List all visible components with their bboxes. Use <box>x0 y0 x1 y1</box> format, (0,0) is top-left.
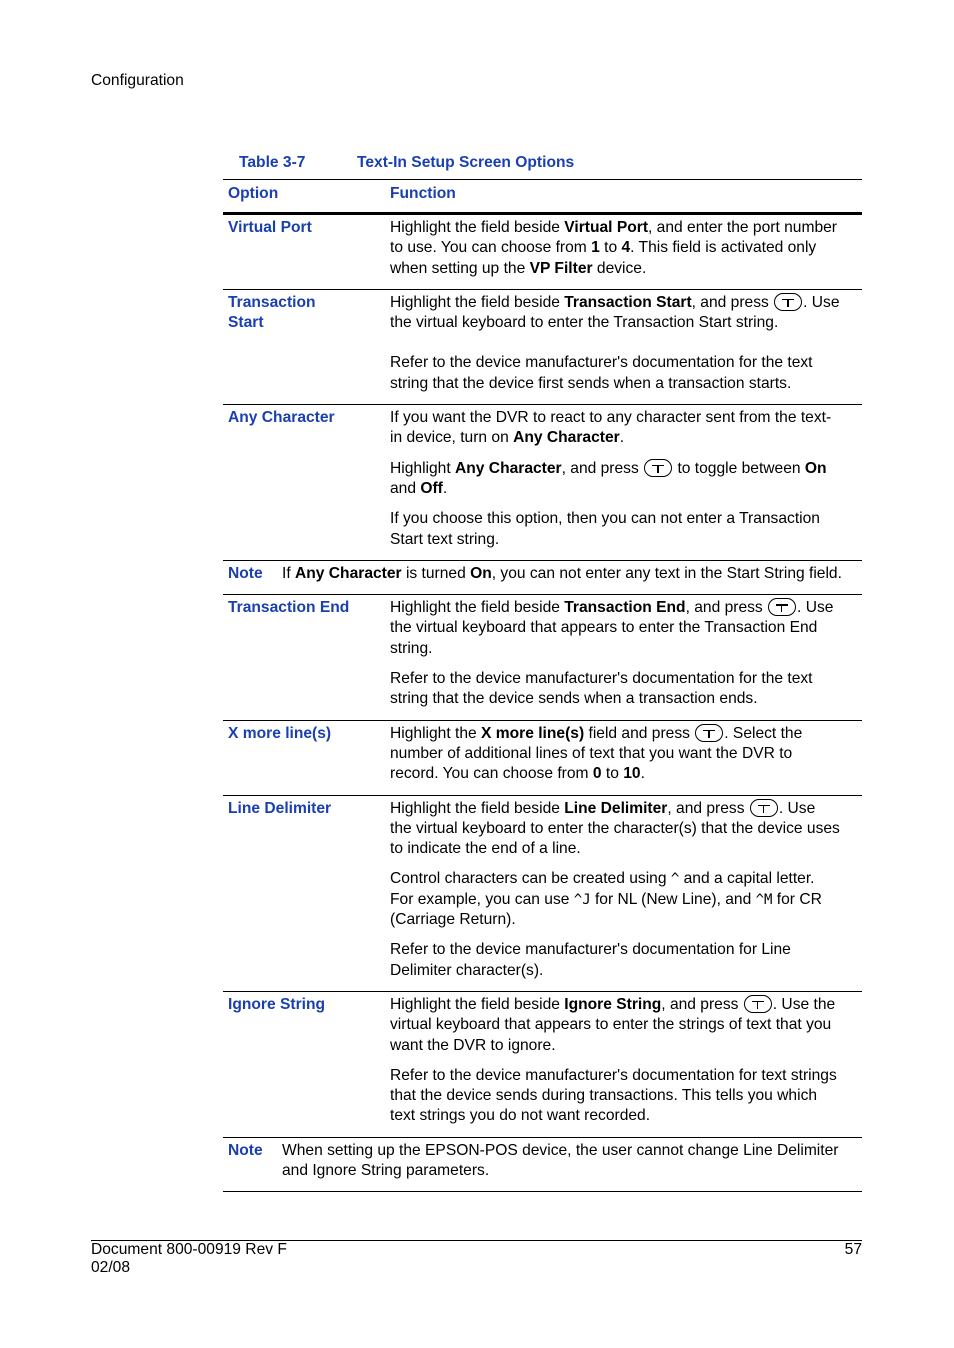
table-row-virtual-port <box>223 215 862 290</box>
enter-key-icon <box>750 799 778 817</box>
table-header-row <box>223 179 862 215</box>
footer-date: 02/08 <box>91 1258 131 1276</box>
option-virtual-port: Virtual Port <box>228 219 312 236</box>
page-number: 57 <box>844 1241 862 1258</box>
note-label: Note <box>228 1141 263 1159</box>
options-table <box>223 179 862 1192</box>
note-text: When setting up the EPSON-POS device, the user cannot change Line Delimiter and Ignore String parameters. <box>282 1141 839 1179</box>
function-ignore-string: Highlight the field beside Ignore String, and press . Use the virtual keyboard that appears to enter the strings of text that you want the DVR to ignore. Refer to the device manufacturer's documentation for text strings that the device sends during transactions. This tells you which text strings you do not want recorded. <box>390 995 837 1125</box>
table-number: Table 3-7 <box>239 154 306 171</box>
option-ignore-string: Ignore String <box>228 995 326 1013</box>
running-head: Configuration <box>91 72 184 89</box>
option-transaction-end: Transaction End <box>228 599 350 617</box>
column-header-function: Function <box>390 185 456 202</box>
enter-key-icon <box>695 724 723 742</box>
function-virtual-port: Highlight the field beside Virtual Port, and enter the port number to use. You can choose from 1 to 4. This field is activated only when setting up the VP Filter device. <box>390 219 837 277</box>
table-title: Text-In Setup Screen Options <box>357 154 575 171</box>
enter-key-icon <box>644 459 672 477</box>
option-any-character: Any Character <box>228 409 335 427</box>
option-x-more-lines: X more line(s) <box>228 724 332 742</box>
enter-key-icon <box>744 995 772 1013</box>
table-row-transaction-start <box>223 290 862 405</box>
note-epson-pos <box>223 1138 862 1193</box>
table-row-x-more-lines <box>223 721 862 796</box>
option-line-delimiter: Line Delimiter <box>228 799 332 817</box>
note-label: Note <box>228 564 263 582</box>
footer-document-number: Document 800-00919 Rev F <box>91 1241 287 1258</box>
table-row-line-delimiter <box>223 796 862 992</box>
function-line-delimiter: Highlight the field beside Line Delimiter, and press . Use the virtual keyboard to enter the character(s) that the device uses to indicate the end of a line. Control characters can be created using ^ and a capital letter. For example, you can use ^J for NL (New Line), and ^M for CR (Carriage Return). Refer to the device manufacturer's documentation for Line Delimiter character(s). <box>390 799 840 979</box>
function-x-more-lines: Highlight the X more line(s) field and press . Select the number of additional lines of text that you want the DVR to record. You can choose from 0 to 10. <box>390 724 803 783</box>
function-transaction-start: Highlight the field beside Transaction Start, and press . Use the virtual keyboard to enter the Transaction Start string. Refer to the device manufacturer's documentation for the text string that the device first sends when a transaction starts. <box>390 293 840 392</box>
footer-doc-info <box>91 1241 287 1276</box>
table-row-any-character <box>223 405 862 561</box>
table-row-ignore-string <box>223 992 862 1138</box>
enter-key-icon <box>774 293 802 311</box>
table-row-transaction-end <box>223 595 862 720</box>
enter-key-icon <box>768 598 796 616</box>
function-any-character: If you want the DVR to react to any character sent from the text-in device, turn on Any Character. Highlight Any Character, and press to toggle between On and Off. If you choose this option, then you can not enter a Transaction Start text string. <box>390 409 832 548</box>
column-header-option: Option <box>228 185 279 202</box>
note-any-character <box>223 561 862 595</box>
option-transaction-start: Transaction Start <box>228 293 316 332</box>
table-caption <box>239 153 575 173</box>
note-text: If Any Character is turned On, you can not enter any text in the Start String field. <box>282 564 842 582</box>
function-transaction-end: Highlight the field beside Transaction End, and press . Use the virtual keyboard that appears to enter the Transaction End string. Refer to the device manufacturer's documentation for the text string that the device sends when a transaction ends. <box>390 599 834 708</box>
